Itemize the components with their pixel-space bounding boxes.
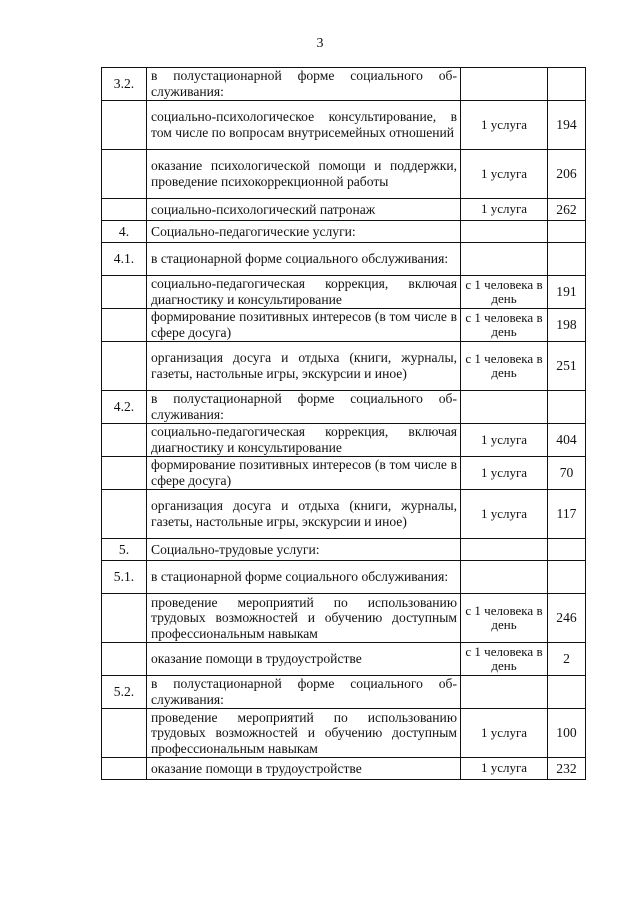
tariff-value-cell: 191 <box>548 276 586 309</box>
unit-of-measure-cell: 1 услуга <box>461 758 548 780</box>
service-description-cell: формирование позитивных интересов (в том числе в сфере досуга) <box>147 309 461 342</box>
tariff-value-cell: 117 <box>548 490 586 539</box>
table-row <box>102 101 586 150</box>
service-description-cell: формирование позитивных интересов (в том числе в сфере досуга) <box>147 457 461 490</box>
table-row <box>102 490 586 539</box>
row-number-cell <box>102 709 147 758</box>
table-row <box>102 150 586 199</box>
service-description-cell: социально-педагогическая коррекция, включая диагностику и консультирование <box>147 424 461 457</box>
unit-of-measure-cell: 1 услуга <box>461 457 548 490</box>
row-number-cell <box>102 276 147 309</box>
table-row <box>102 457 586 490</box>
row-number-cell <box>102 594 147 643</box>
tariff-value-cell: 246 <box>548 594 586 643</box>
unit-of-measure-cell: 1 услуга <box>461 490 548 539</box>
tariff-value-cell <box>548 539 586 561</box>
service-description-cell: в полустационарной форме социального обслуживания: <box>147 68 461 101</box>
row-number-cell <box>102 490 147 539</box>
table-row <box>102 276 586 309</box>
service-description-cell: оказание психологической помощи и поддержки, проведение психокоррекционной работы <box>147 150 461 199</box>
unit-of-measure-cell <box>461 68 548 101</box>
service-description-cell: в полустационарной форме социального обслуживания: <box>147 676 461 709</box>
row-number-cell: 5.2. <box>102 676 147 709</box>
row-number-cell <box>102 643 147 676</box>
unit-of-measure-cell <box>461 676 548 709</box>
service-description-cell: социально-педагогическая коррекция, включая диагностику и консультирование <box>147 276 461 309</box>
tariff-value-cell <box>548 391 586 424</box>
tariff-value-cell: 2 <box>548 643 586 676</box>
service-description-cell: проведение мероприятий по использованию трудовых возможностей и обучению доступным профессиональным навыкам <box>147 709 461 758</box>
unit-of-measure-cell: с 1 человека в день <box>461 276 548 309</box>
service-description-cell: в полустационарной форме социального обслуживания: <box>147 391 461 424</box>
table-row <box>102 594 586 643</box>
service-description-cell: проведение мероприятий по использованию трудовых возможностей и обучению доступным профессиональным навыкам <box>147 594 461 643</box>
row-number-cell <box>102 342 147 391</box>
table-row <box>102 561 586 594</box>
service-description-cell: Социально-педагогические услуги: <box>147 221 461 243</box>
row-number-cell: 4. <box>102 221 147 243</box>
row-number-cell: 4.2. <box>102 391 147 424</box>
table-row <box>102 424 586 457</box>
service-description-cell: Социально-трудовые услуги: <box>147 539 461 561</box>
service-description-cell: в стационарной форме социального обслуживания: <box>147 243 461 276</box>
service-description-cell: социально-психологический патронаж <box>147 199 461 221</box>
service-description-cell: оказание помощи в трудоустройстве <box>147 643 461 676</box>
tariff-value-cell <box>548 68 586 101</box>
table-row <box>102 199 586 221</box>
service-description-cell: организация досуга и отдыха (книги, журналы, газеты, настольные игры, экскурсии и иное) <box>147 490 461 539</box>
tariff-value-cell: 100 <box>548 709 586 758</box>
services-tariff-table <box>101 67 586 780</box>
tariff-value-cell <box>548 561 586 594</box>
tariff-value-cell: 262 <box>548 199 586 221</box>
tariff-value-cell: 232 <box>548 758 586 780</box>
table-row <box>102 391 586 424</box>
row-number-cell <box>102 309 147 342</box>
service-description-cell: оказание помощи в трудоустройстве <box>147 758 461 780</box>
row-number-cell <box>102 758 147 780</box>
unit-of-measure-cell: 1 услуга <box>461 150 548 199</box>
table-row <box>102 221 586 243</box>
table-row <box>102 643 586 676</box>
unit-of-measure-cell <box>461 561 548 594</box>
row-number-cell <box>102 424 147 457</box>
row-number-cell: 5.1. <box>102 561 147 594</box>
table-row <box>102 342 586 391</box>
row-number-cell <box>102 457 147 490</box>
row-number-cell <box>102 101 147 150</box>
unit-of-measure-cell <box>461 243 548 276</box>
unit-of-measure-cell: 1 услуга <box>461 709 548 758</box>
row-number-cell: 3.2. <box>102 68 147 101</box>
table-row <box>102 68 586 101</box>
page-number: 3 <box>316 36 324 51</box>
tariff-value-cell: 198 <box>548 309 586 342</box>
tariff-value-cell: 404 <box>548 424 586 457</box>
row-number-cell: 5. <box>102 539 147 561</box>
tariff-value-cell: 70 <box>548 457 586 490</box>
service-description-cell: в стационарной форме социального обслуживания: <box>147 561 461 594</box>
table-row <box>102 676 586 709</box>
unit-of-measure-cell <box>461 391 548 424</box>
unit-of-measure-cell <box>461 539 548 561</box>
row-number-cell: 4.1. <box>102 243 147 276</box>
unit-of-measure-cell: с 1 человека в день <box>461 309 548 342</box>
row-number-cell <box>102 199 147 221</box>
table-row <box>102 709 586 758</box>
unit-of-measure-cell: 1 услуга <box>461 424 548 457</box>
service-description-cell: социально-психологическое консультирование, в том числе по вопросам внутрисемейных отношений <box>147 101 461 150</box>
tariff-value-cell: 251 <box>548 342 586 391</box>
tariff-value-cell <box>548 243 586 276</box>
unit-of-measure-cell: с 1 человека в день <box>461 342 548 391</box>
tariff-value-cell <box>548 676 586 709</box>
table-row <box>102 758 586 780</box>
tariff-value-cell <box>548 221 586 243</box>
table-body <box>102 68 586 780</box>
service-description-cell: организация досуга и отдыха (книги, журналы, газеты, настольные игры, экскурсии и иное) <box>147 342 461 391</box>
tariff-value-cell: 206 <box>548 150 586 199</box>
tariff-value-cell: 194 <box>548 101 586 150</box>
unit-of-measure-cell: с 1 человека в день <box>461 594 548 643</box>
unit-of-measure-cell <box>461 221 548 243</box>
unit-of-measure-cell: с 1 человека в день <box>461 643 548 676</box>
row-number-cell <box>102 150 147 199</box>
table-row <box>102 539 586 561</box>
table-row <box>102 309 586 342</box>
unit-of-measure-cell: 1 услуга <box>461 199 548 221</box>
table-row <box>102 243 586 276</box>
unit-of-measure-cell: 1 услуга <box>461 101 548 150</box>
